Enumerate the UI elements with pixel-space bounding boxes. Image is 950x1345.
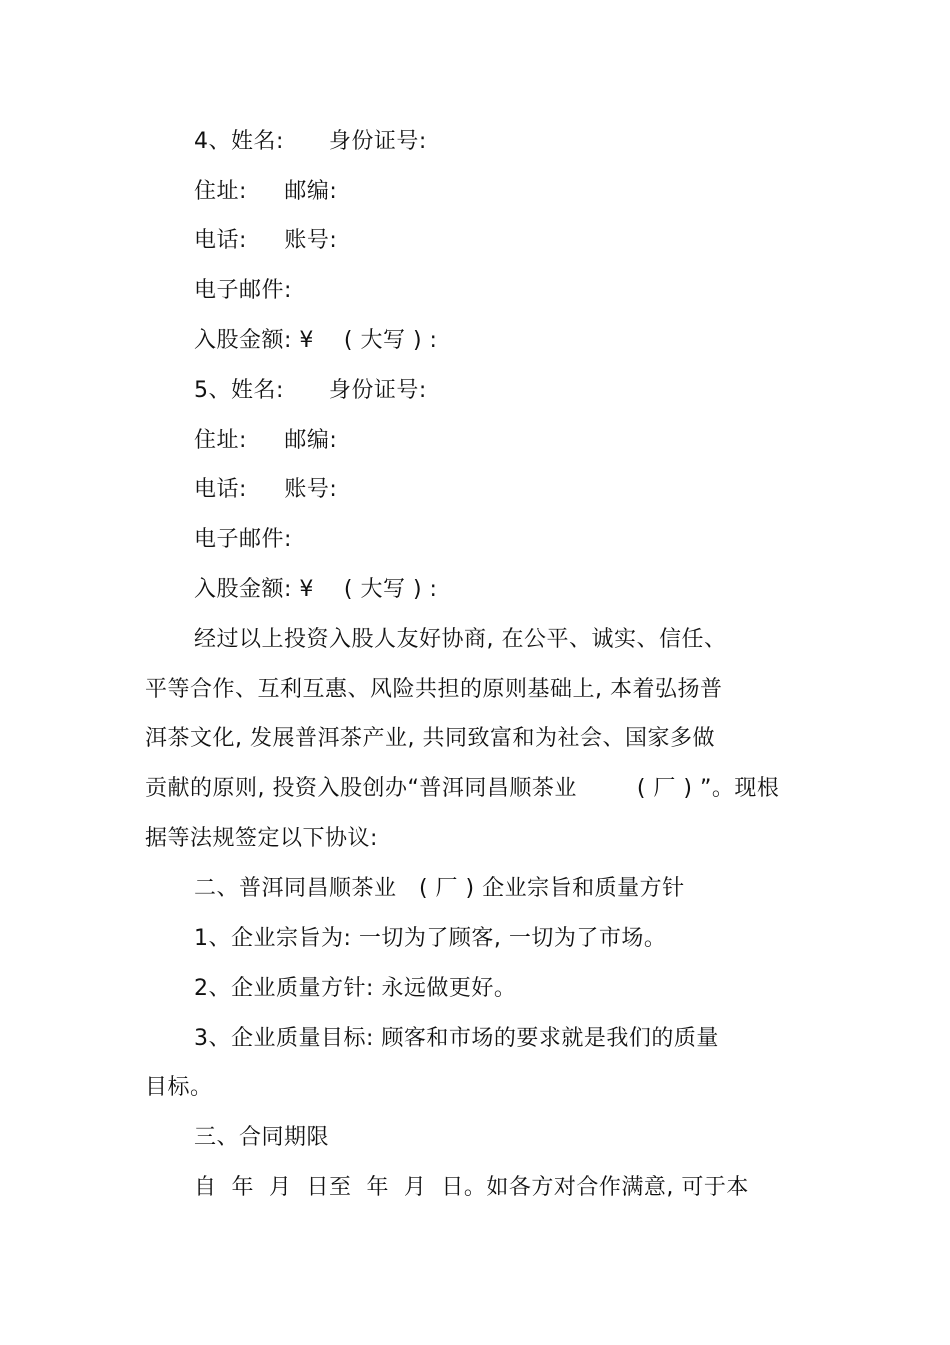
shareholder-5-name-id-line: 5、姓名: 身份证号: <box>194 378 427 403</box>
preamble-paragraph-line-3: 洱茶文化, 发展普洱茶产业, 共同致富和为社会、国家多做 <box>145 726 715 751</box>
shareholder-4-address-line: 住址: 邮编: <box>194 179 338 204</box>
shareholder-5-amount-line: 入股金额: ¥ ( 大写 ) : <box>194 577 438 602</box>
section-2-heading: 二、普洱同昌顺茶业 ( 厂 ) 企业宗旨和质量方针 <box>194 876 685 901</box>
section-2-item-2: 2、企业质量方针: 永远做更好。 <box>194 976 517 1001</box>
section-2-item-3-line-2: 目标。 <box>145 1075 213 1100</box>
shareholder-5-phone-line: 电话: 账号: <box>194 477 338 502</box>
preamble-paragraph-line-1: 经过以上投资入股人友好协商, 在公平、诚实、信任、 <box>194 627 727 652</box>
preamble-paragraph-line-5: 据等法规签定以下协议: <box>145 826 378 851</box>
shareholder-4-name-id-line: 4、姓名: 身份证号: <box>194 129 427 154</box>
section-2-item-1: 1、企业宗旨为: 一切为了顾客, 一切为了市场。 <box>194 926 667 951</box>
preamble-paragraph-line-4: 贡献的原则, 投资入股创办“普洱同昌顺茶业 ( 厂 ) ”。现根 <box>145 776 780 801</box>
section-3-heading: 三、合同期限 <box>194 1125 330 1150</box>
preamble-paragraph-line-2: 平等合作、互利互惠、风险共担的原则基础上, 本着弘扬普 <box>145 677 723 702</box>
shareholder-4-phone-line: 电话: 账号: <box>194 228 338 253</box>
shareholder-4-amount-line: 入股金额: ¥ ( 大写 ) : <box>194 328 438 353</box>
shareholder-4-email-line: 电子邮件: <box>194 278 292 303</box>
section-2-item-3-line-1: 3、企业质量目标: 顾客和市场的要求就是我们的质量 <box>194 1026 719 1051</box>
shareholder-5-address-line: 住址: 邮编: <box>194 428 338 453</box>
section-3-term-line: 自 年 月 日至 年 月 日。如各方对合作满意, 可于本 <box>194 1175 749 1200</box>
shareholder-5-email-line: 电子邮件: <box>194 527 292 552</box>
